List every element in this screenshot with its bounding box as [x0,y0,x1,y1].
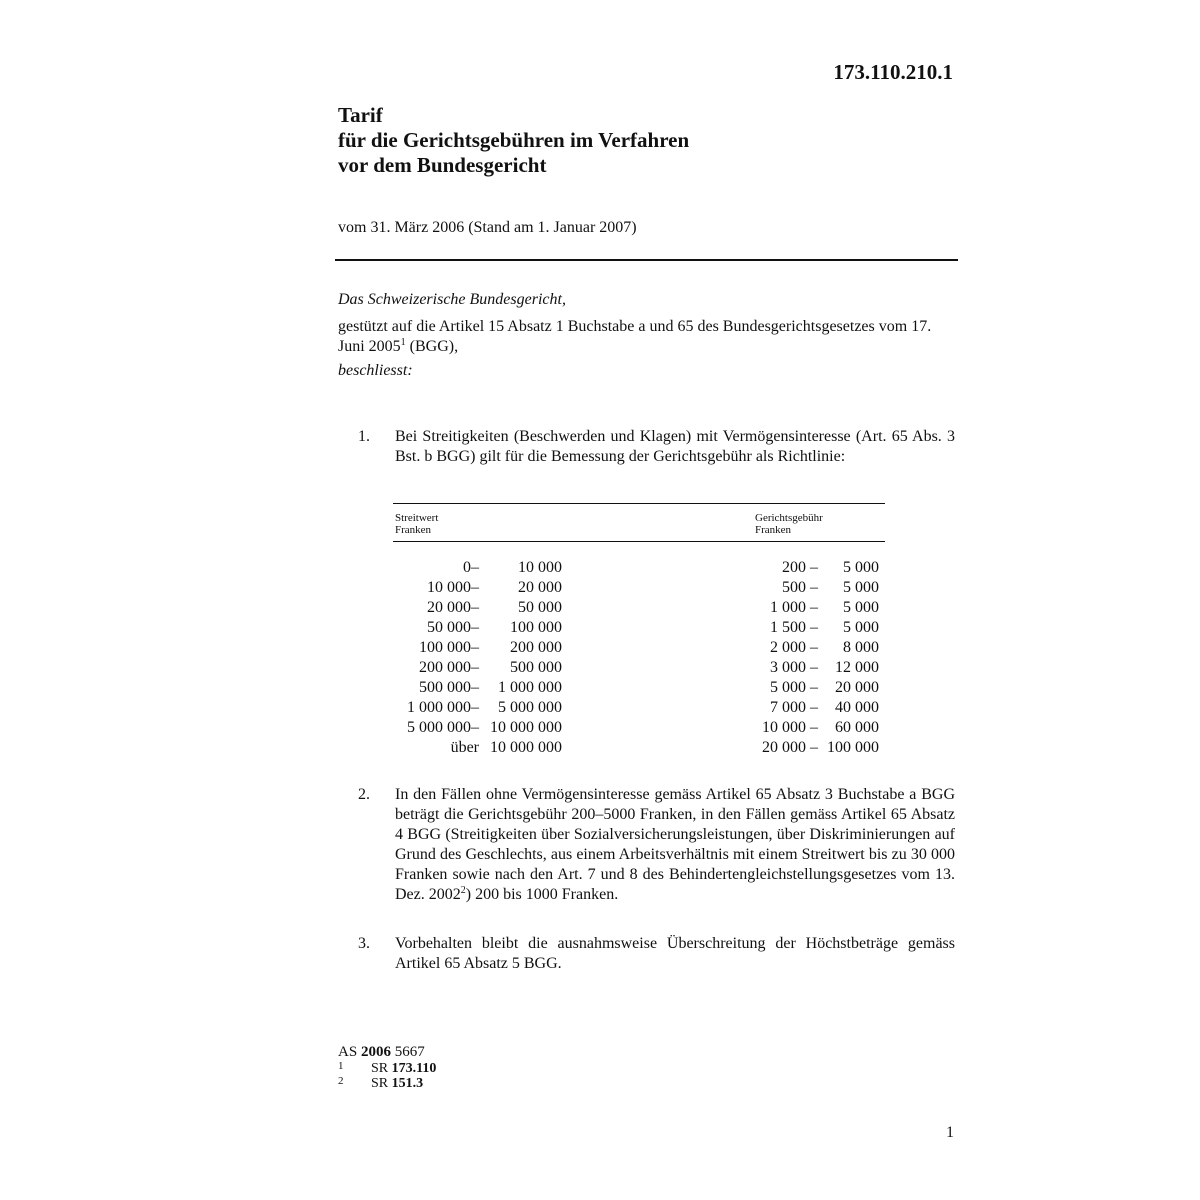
title-line-2: für die Gerichtsgebühren im Verfahren [338,128,690,152]
streitwert-to: 10 000 [518,559,562,576]
fee-from: 3 000 – [770,659,818,676]
footnote-2: 2 SR 151.3 [338,1075,424,1091]
decision-line: beschliesst: [338,362,413,379]
streitwert-to: 20 000 [518,579,562,596]
item-2 [358,785,955,905]
table-row [393,658,885,678]
legal-basis: gestützt auf die Artikel 15 Absatz 1 Buchstabe a und 65 des Bundesgerichtsgesetzes vom 17. Juni 2005$^1$ (BGG), [338,318,932,355]
footnote-ref-1[interactable]: 1 [400,337,406,348]
streitwert-from: 5 000 000– [407,719,479,736]
fee-from: 1 500 – [770,619,818,636]
streitwert-to: 200 000 [510,639,562,656]
fee-table [393,503,885,758]
table-row [393,678,885,698]
fee-to: 40 000 [835,699,879,716]
fee-from: 500 – [782,579,818,596]
as-reference: AS 2006 5667 [338,1044,425,1060]
fee-from: 200 – [782,559,818,576]
footer [338,1043,436,1091]
authority-line: Das Schweizerische Bundesgericht, [338,291,566,308]
fee-to: 12 000 [835,659,879,676]
item-text: Bei Streitigkeiten (Beschwerden und Klagen) mit Vermögensinteresse (Art. 65 Abs. 3 Bst. b BGG) gilt für die Bemessung der Gerichtsgebühr als Richtlinie: [395,428,955,465]
streitwert-from: 100 000– [419,639,479,656]
fee-from: 10 000 – [762,719,818,736]
item-3 [358,934,955,974]
document-title [338,103,689,178]
streitwert-from: 0– [463,559,479,576]
table-row [393,558,885,578]
streitwert-to: 10 000 000 [490,739,562,756]
streitwert-to: 1 000 000 [498,679,562,696]
fee-table-body [393,542,885,758]
fee-from: 5 000 – [770,679,818,696]
streitwert-from: 10 000– [427,579,479,596]
table-row [393,578,885,598]
item-text: Vorbehalten bleibt die ausnahmsweise Überschreitung der Höchstbeträge gemäss Artikel 65 Absatz 5 BGG. [395,935,955,972]
fee-to: 100 000 [827,739,879,756]
streitwert-from: 200 000– [419,659,479,676]
streitwert-to: 500 000 [510,659,562,676]
item-number: 3. [358,935,370,952]
fee-to: 60 000 [835,719,879,736]
date-line: vom 31. März 2006 (Stand am 1. Januar 2007) [338,219,637,236]
title-line-1: Tarif [338,103,383,127]
item-text: In den Fällen ohne Vermögensinteresse gemäss Artikel 65 Absatz 3 Buchstabe a BGG beträgt die Gerichtsgebühr 200–5000 Franken, in den Fällen gemäss Artikel 65 Absatz 4 BGG (Streitigkeiten über Sozialversicherungsleistungen, über Diskriminierungen auf Grund des Geschlechts, aus einem Arbeitsverhältnis mit einem Streitwert bis zu 30 000 Franken sowie nach den Art. 7 und 8 des Behindertengleichstellungsgesetzes vom 13. Dez. 2002$^2$) 200 bis 1000 Franken. [395,786,955,903]
fee-from: 1 000 – [770,599,818,616]
fee-to: 5 000 [843,579,879,596]
item-1 [358,427,955,467]
table-row [393,738,885,758]
fee-to: 5 000 [843,619,879,636]
streitwert-from: 500 000– [419,679,479,696]
footnote-ref-2[interactable]: 2 [460,885,466,896]
streitwert-to: 50 000 [518,599,562,616]
table-row [393,698,885,718]
item-number: 2. [358,786,370,803]
header-gerichtsgebuehr: Gerichtsgebühr Franken [755,512,823,536]
streitwert-from: 50 000– [427,619,479,636]
fee-from: 7 000 – [770,699,818,716]
table-row [393,638,885,658]
fee-to: 5 000 [843,599,879,616]
table-row [393,718,885,738]
streitwert-to: 100 000 [510,619,562,636]
fee-from: 2 000 – [770,639,818,656]
streitwert-from: 1 000 000– [407,699,479,716]
header-streitwert: Streitwert Franken [395,512,439,536]
title-divider [335,259,958,261]
fee-from: 20 000 – [762,739,818,756]
streitwert-to: 10 000 000 [490,719,562,736]
preamble [338,290,958,381]
fee-to: 20 000 [835,679,879,696]
fee-to: 5 000 [843,559,879,576]
streitwert-from: 20 000– [427,599,479,616]
footnote-1: 1 SR 173.110 [338,1060,437,1076]
fee-table-header [393,504,885,542]
fee-to: 8 000 [843,639,879,656]
table-row [393,598,885,618]
document-number: 173.110.210.1 [833,60,953,84]
streitwert-to: 5 000 000 [498,699,562,716]
table-row [393,618,885,638]
streitwert-from: über [450,739,479,756]
page-number: 1 [946,1124,954,1141]
item-number: 1. [358,428,370,445]
title-line-3: vor dem Bundesgericht [338,153,547,177]
